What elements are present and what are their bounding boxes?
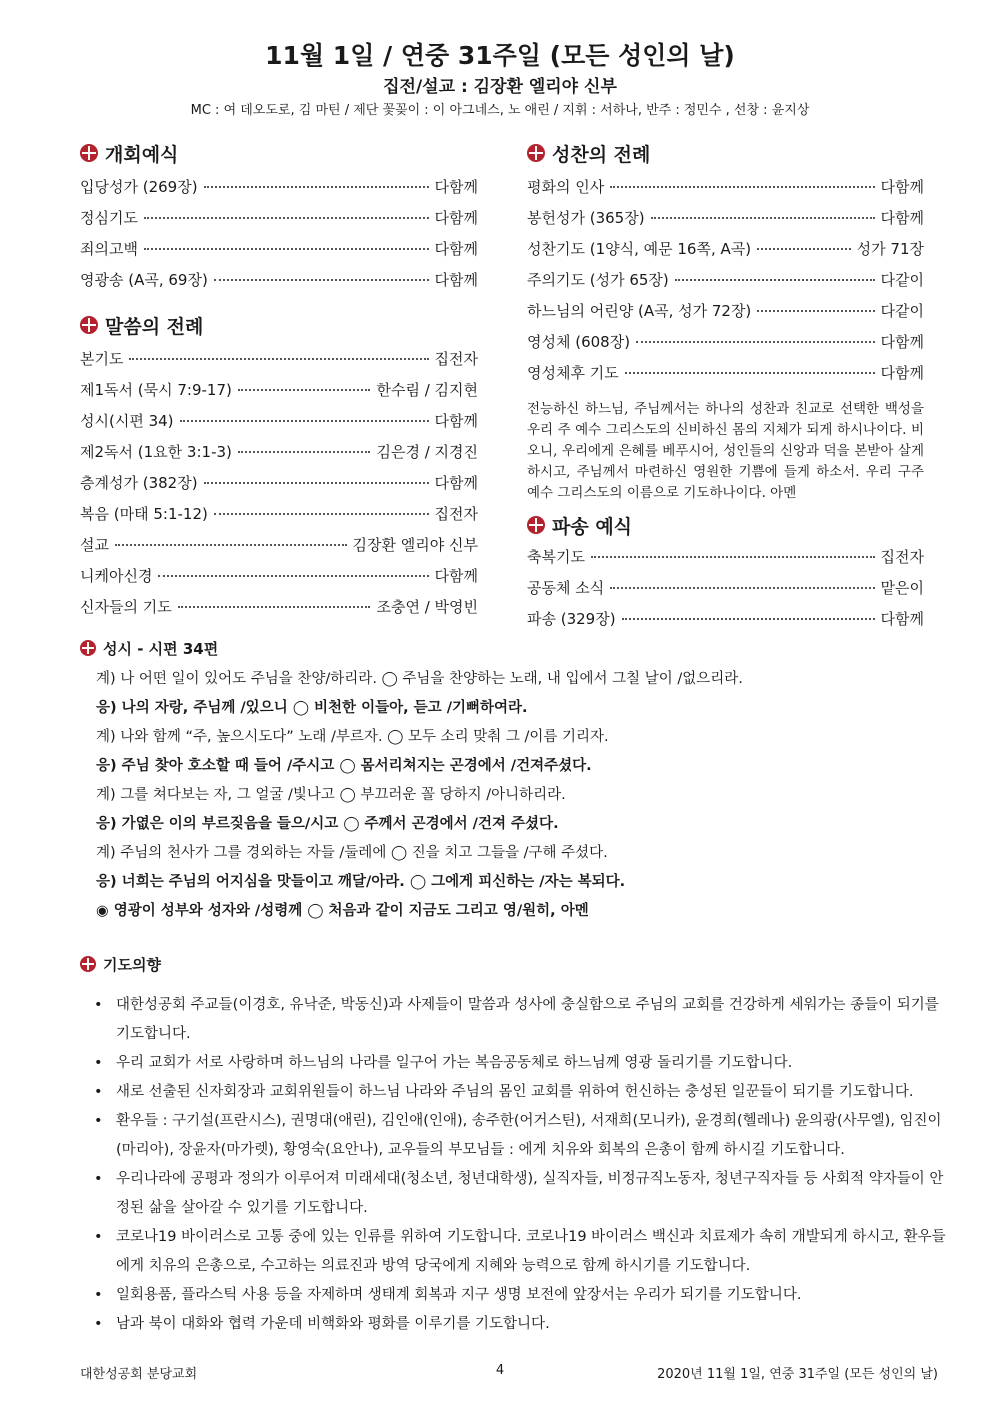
section-title: 개회예식	[105, 143, 179, 166]
cross-icon	[80, 316, 98, 334]
bullet-icon: •	[94, 997, 103, 1013]
service-item	[80, 379, 478, 410]
cross-icon	[80, 144, 98, 162]
intention-item	[94, 1223, 952, 1281]
page-title: 11월 1일 / 연중 31주일 (모든 성인의 날)	[265, 41, 735, 70]
leader-dots	[144, 217, 429, 219]
left-column	[80, 140, 478, 627]
eucharist-list	[527, 176, 924, 393]
service-item-name: 복음 (마태 5:1-12)	[80, 505, 208, 523]
right-column	[527, 140, 924, 639]
service-item-name: 정심기도	[80, 209, 138, 227]
service-item	[527, 546, 924, 577]
psalm-line: 응) 주님 찾아 호소할 때 들어 /주시고 ◯ 몸서리쳐지는 곤경에서 /건져주셨다.	[96, 758, 592, 774]
service-item-name: 봉헌성가 (365장)	[527, 209, 645, 227]
section-eucharist	[527, 140, 924, 166]
section-title: 말씀의 전례	[105, 315, 204, 338]
service-item-name: 니케아신경	[80, 567, 153, 585]
service-item-leader: 성가 71장	[856, 240, 924, 258]
bullet-icon: •	[94, 1055, 103, 1071]
service-item-name: 영광송 (A곡, 69장)	[80, 271, 208, 289]
footer-page-number: 4	[495, 1363, 505, 1378]
footer-church: 대한성공회 분당교회	[80, 1367, 198, 1382]
service-item-name: 영성체후 기도	[527, 364, 619, 382]
psalm-line: 계) 주님의 천사가 그를 경외하는 자들 /둘레에 ◯ 진을 치고 그들을 /구해 주셨다.	[96, 845, 608, 861]
psalm-lines	[80, 667, 940, 928]
bullet-icon: •	[94, 1113, 103, 1129]
leader-dots	[129, 358, 428, 360]
service-item-name: 본기도	[80, 350, 124, 368]
service-item-name: 제2독서 (1요한 3:1-3)	[80, 443, 232, 461]
service-item	[527, 269, 924, 300]
intention-text: 새로 선출된 신자회장과 교회위원들이 하느님 나라와 주님의 몸인 교회를 위하여 헌신하는 충성된 일꾼들이 되기를 기도합니다.	[116, 1084, 914, 1100]
post-communion-prayer: 전능하신 하느님, 주님께서는 하나의 성찬과 친교로 선택한 백성을 우리 주 예수 그리스도의 신비하신 몸의 지체가 되게 하시나이다. 비오니, 우리에게 은혜를 베푸시어, 성인들의 신앙과 덕을 본받아 살게 하시고, 주님께서 마련하신 영원한 기쁨에 들게 하소서. 우리 구주 예수 그리스도의 이름으로 기도하나이다. 아멘	[527, 401, 924, 501]
psalm-line: 계) 그를 쳐다보는 자, 그 얼굴 /빛나고 ◯ 부끄러운 꼴 당하지 /아니하리라.	[96, 787, 566, 803]
leader-dots	[115, 544, 347, 546]
service-item	[527, 608, 924, 639]
intention-text: 대한성공회 주교들(이경호, 유낙준, 박동신)과 사제들이 말씀과 성사에 충실함으로 주님의 교회를 건강하게 세워가는 종들이 되기를 기도합니다.	[116, 997, 939, 1042]
bullet-icon: •	[94, 1171, 103, 1187]
service-item-name: 입당성가 (269장)	[80, 178, 198, 196]
leader-dots	[238, 389, 371, 391]
leader-dots	[675, 279, 875, 281]
leader-dots	[204, 482, 429, 484]
service-item	[80, 441, 478, 472]
service-item	[527, 207, 924, 238]
service-item-leader: 다함께	[434, 412, 478, 430]
service-item-leader: 한수림 / 김지현	[376, 381, 478, 399]
service-item-leader: 다함께	[880, 364, 924, 382]
service-item	[80, 348, 478, 379]
service-item-name: 신자들의 기도	[80, 598, 172, 616]
cross-icon	[527, 516, 545, 534]
service-item-name: 파송 (329장)	[527, 610, 616, 628]
service-item	[80, 176, 478, 207]
service-item	[80, 410, 478, 441]
cross-icon	[80, 956, 96, 972]
leader-dots	[610, 587, 874, 589]
psalm-line: 응) 나의 자랑, 주님께 /있으니 ◯ 비천한 이들아, 듣고 /기뻐하여라.	[96, 700, 528, 716]
cross-icon	[80, 640, 96, 656]
intention-item	[94, 1310, 952, 1339]
word-list	[80, 348, 478, 627]
service-item	[527, 331, 924, 362]
service-item-leader: 다함께	[880, 610, 924, 628]
leader-dots	[238, 451, 371, 453]
intention-item	[94, 1165, 952, 1223]
service-item-name: 죄의고백	[80, 240, 138, 258]
service-item	[80, 534, 478, 565]
service-item-leader: 다같이	[880, 271, 924, 289]
service-item-leader: 김장환 엘리야 신부	[352, 536, 478, 554]
service-item-name: 축복기도	[527, 548, 585, 566]
leader-dots	[214, 279, 429, 281]
intention-item	[94, 1281, 952, 1310]
service-item-leader: 다함께	[434, 240, 478, 258]
bullet-icon: •	[94, 1287, 103, 1303]
leader-dots	[158, 575, 428, 577]
section-title: 성시 - 시편 34편	[103, 639, 219, 658]
gathering-list	[80, 176, 478, 300]
leader-dots	[651, 217, 875, 219]
service-item	[80, 596, 478, 627]
service-item-leader: 다함께	[434, 474, 478, 492]
section-dismissal	[527, 512, 924, 538]
intention-text: 우리나라에 공평과 정의가 이루어져 미래세대(청소년, 청년대학생), 실직자들, 비정규직노동자, 청년구직자들 등 사회적 약자들이 안정된 삶을 살아갈 수 있기를 기도합니다.	[116, 1171, 944, 1216]
section-word	[80, 312, 478, 338]
leader-dots	[610, 186, 874, 188]
service-item-leader: 다함께	[880, 178, 924, 196]
service-item-leader: 김은경 / 지경진	[376, 443, 478, 461]
service-item-name: 공동체 소식	[527, 579, 605, 597]
service-item-name: 설교	[80, 536, 109, 554]
leader-dots	[214, 513, 429, 515]
intention-item	[94, 1078, 952, 1107]
service-item-leader: 맡은이	[880, 579, 924, 597]
intention-text: 남과 북이 대화와 협력 가운데 비핵화와 평화를 이루기를 기도합니다.	[116, 1316, 550, 1332]
service-item-leader: 다함께	[880, 209, 924, 227]
section-title: 기도의향	[103, 955, 161, 974]
intention-item	[94, 1049, 952, 1078]
service-item-name: 성찬기도 (1양식, 예문 16쪽, A곡)	[527, 240, 752, 258]
service-item-leader: 집전자	[880, 548, 924, 566]
intention-text: 코로나19 바이러스로 고통 중에 있는 인류를 위하여 기도합니다. 코로나19 바이러스 백신과 치료제가 속히 개발되게 하시고, 환우들에게 치유의 은총으로, 수고하는 의료진과 방역 당국에게 지혜와 능력으로 함께 하시기를 기도합니다.	[116, 1229, 946, 1274]
service-item-name: 층계성가 (382장)	[80, 474, 198, 492]
service-item	[527, 176, 924, 207]
leader-dots	[178, 606, 371, 608]
service-item-name: 주의기도 (성가 65장)	[527, 271, 669, 289]
service-item-name: 하느님의 어린양 (A곡, 성가 72장)	[527, 302, 752, 320]
leader-dots	[591, 556, 875, 558]
bullet-icon: •	[94, 1084, 103, 1100]
psalm-heading	[80, 637, 940, 659]
service-item	[80, 472, 478, 503]
section-title: 파송 예식	[552, 515, 633, 538]
service-item-name: 평화의 인사	[527, 178, 605, 196]
leader-dots	[622, 618, 875, 620]
intentions-list	[80, 991, 952, 1339]
intention-text: 환우들 : 구기설(프란시스), 권명대(애린), 김인애(인애), 송주한(어거스틴), 서재희(모니카), 윤경희(헬레나) 윤의광(사무엘), 임진이(마리아), 장윤자(마가렛), 황영숙(요안나), 교우들의 부모님들 : 에게 치유와 회복의 은총이 함께 하시길 기도합니다.	[116, 1113, 942, 1158]
service-item	[527, 238, 924, 269]
service-item-leader: 다함께	[880, 333, 924, 351]
service-item	[527, 577, 924, 608]
intention-text: 일회용품, 플라스틱 사용 등을 자제하며 생태계 회복과 지구 생명 보전에 앞장서는 우리가 되기를 기도합니다.	[116, 1287, 802, 1303]
psalm-line: 응) 가엾은 이의 부르짖음을 들으/시고 ◯ 주께서 곤경에서 /건져 주셨다.	[96, 816, 559, 832]
service-item-leader: 집전자	[434, 505, 478, 523]
leader-dots	[636, 341, 874, 343]
psalm-section	[80, 637, 940, 928]
service-item	[80, 503, 478, 534]
intention-text: 우리 교회가 서로 사랑하며 하느님의 나라를 일구어 가는 복음공동체로 하느님께 영광 돌리기를 기도합니다.	[116, 1055, 793, 1071]
intention-item	[94, 1107, 952, 1165]
section-title: 성찬의 전례	[552, 143, 651, 166]
leader-dots	[180, 420, 429, 422]
celebrant-line: 집전/설교 : 김장환 엘리야 신부	[383, 77, 617, 97]
service-item	[80, 269, 478, 300]
leader-dots	[625, 372, 875, 374]
service-item-leader: 다함께	[434, 567, 478, 585]
service-item-name: 영성체 (608장)	[527, 333, 631, 351]
intentions-section	[80, 953, 946, 1339]
service-item	[80, 565, 478, 596]
service-item-name: 성시(시편 34)	[80, 412, 174, 430]
leader-dots	[757, 248, 851, 250]
dismissal-list	[527, 546, 924, 639]
service-item	[527, 362, 924, 393]
service-item	[527, 300, 924, 331]
cross-icon	[527, 144, 545, 162]
section-gathering	[80, 140, 478, 166]
service-item-leader: 집전자	[434, 350, 478, 368]
intentions-heading	[80, 953, 940, 975]
service-item-leader: 조충연 / 박영빈	[376, 598, 478, 616]
psalm-line: 응) 너희는 주님의 어지심을 맛들이고 깨달/아라. ◯ 그에게 피신하는 /자는 복되다.	[96, 874, 626, 890]
service-item-leader: 다함께	[434, 178, 478, 196]
leader-dots	[204, 186, 429, 188]
service-item	[80, 207, 478, 238]
bullet-icon: •	[94, 1316, 103, 1332]
footer-date: 2020년 11월 1일, 연중 31주일 (모든 성인의 날)	[657, 1367, 938, 1382]
psalm-line: 계) 나 어떤 일이 있어도 주님을 찬양/하리라. ◯ 주님을 찬양하는 노래, 내 입에서 그칠 날이 /없으리라.	[96, 671, 743, 687]
leader-dots	[757, 310, 874, 312]
bullet-icon: •	[94, 1229, 103, 1245]
staff-line: MC : 여 데오도로, 김 마틴 / 제단 꽃꽂이 : 이 아그네스, 노 애린 / 지휘 : 서하나, 반주 : 정민수 , 선창 : 윤지상	[190, 103, 810, 118]
leader-dots	[144, 248, 429, 250]
service-item-leader: 다함께	[434, 209, 478, 227]
psalm-line: 계) 나와 함께 “주, 높으시도다” 노래 /부르자. ◯ 모두 소리 맞춰 그 /이름 기리자.	[96, 729, 609, 745]
service-item	[80, 238, 478, 269]
service-item-leader: 다함께	[434, 271, 478, 289]
psalm-line: ◉ 영광이 성부와 성자와 /성령께 ◯ 처음과 같이 지금도 그리고 영/원히, 아멘	[96, 903, 589, 919]
service-item-leader: 다같이	[880, 302, 924, 320]
intention-item	[94, 991, 952, 1049]
service-item-name: 제1독서 (묵시 7:9-17)	[80, 381, 232, 399]
